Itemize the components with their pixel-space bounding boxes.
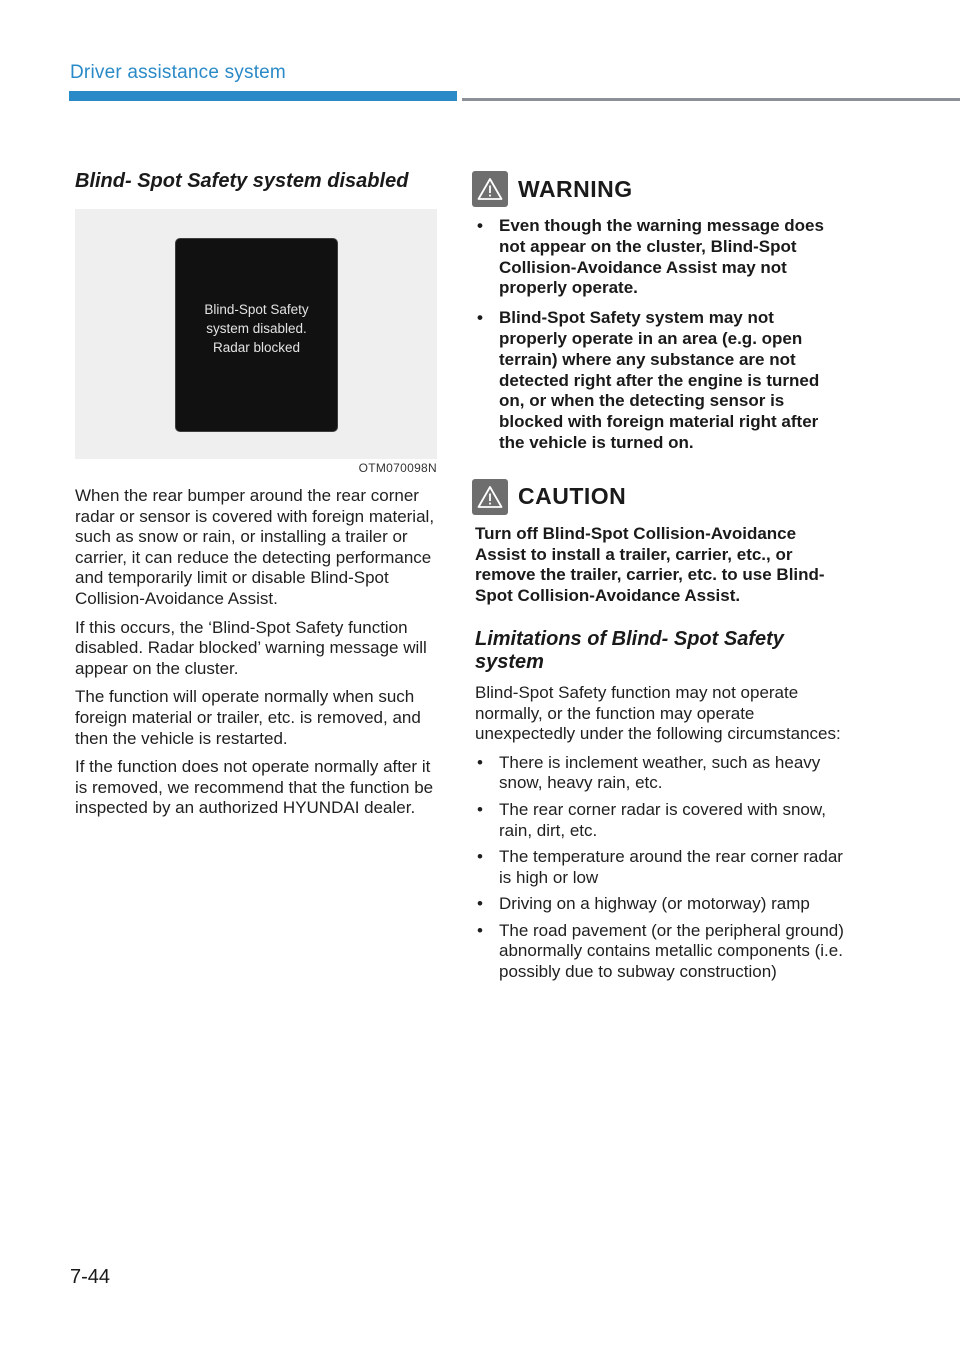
- paragraph: If this occurs, the ‘Blind-Spot Safety function disabled. Radar blocked’ warning message will appear on the cluster.: [75, 617, 427, 678]
- cluster-display: [175, 238, 338, 432]
- list-item: • The rear corner radar is covered with snow, rain, dirt, etc.: [475, 800, 845, 841]
- figure-code: OTM070098N: [358, 461, 437, 475]
- left-column: [75, 170, 437, 827]
- paragraph: The function will operate normally when such foreign material or trailer, etc. is removed, and then the vehicle is restarted.: [75, 687, 421, 748]
- page-number: 7-44: [70, 1266, 111, 1288]
- caution-text: Turn off Blind-Spot Collision-Avoidance Assist to install a trailer, carrier, etc., or remove the trailer, carrier, etc. to use Blind-Spot Collision-Avoidance Assist.: [475, 523, 825, 606]
- warning-triangle-icon: [472, 479, 508, 515]
- paragraph: If the function does not operate normally after it is removed, we recommend that the function be inspected by an authorized HYUNDAI dealer.: [75, 757, 434, 818]
- header-rule: [462, 98, 960, 101]
- right-column: [475, 170, 845, 989]
- warning-header: [475, 170, 845, 208]
- limitations-intro: Blind-Spot Safety function may not operate normally, or the function may operate unexpectedly under the following circumstances:: [475, 682, 841, 744]
- list-item: • The temperature around the rear corner radar is high or low: [475, 847, 845, 888]
- limitations-heading: Limitations of Blind- Spot Safety system: [475, 627, 784, 673]
- warning-block: [475, 170, 845, 454]
- warning-triangle-icon: [472, 171, 508, 207]
- list-item: • There is inclement weather, such as heavy snow, heavy rain, etc.: [475, 753, 845, 794]
- cluster-message: Blind-Spot Safety system disabled. Radar blocked: [204, 301, 309, 355]
- header-accent-bar: [69, 91, 457, 101]
- warning-list: [475, 216, 845, 454]
- list-item: • The road pavement (or the peripheral ground) abnormally contains metallic components (i.e. possibly due to subway construction): [475, 921, 845, 983]
- limitations-list: [475, 753, 845, 983]
- section-heading: Blind- Spot Safety system disabled: [75, 170, 409, 192]
- caution-block: [475, 478, 845, 607]
- cluster-figure: [75, 209, 437, 459]
- caution-header: [475, 478, 845, 516]
- paragraph: When the rear bumper around the rear corner radar or sensor is covered with foreign material, such as snow or rain, or installing a trailer or carrier, it can reduce the detecting performance and temporarily limit or disable Blind-Spot Collision-Avoidance Assist.: [75, 486, 435, 608]
- warning-label: WARNING: [518, 175, 633, 202]
- caution-label: CAUTION: [518, 483, 627, 510]
- list-item: • Even though the warning message does not appear on the cluster, Blind-Spot Collision-Avoidance Assist may not properly operate.: [475, 216, 845, 299]
- list-item: • Blind-Spot Safety system may not properly operate in an area (e.g. open terrain) where any substance are not detected right after the engine is turned on, or when the detecting sensor is blocked with foreign material right after the vehicle is turned on.: [475, 308, 845, 454]
- section-title: Driver assistance system: [70, 62, 286, 83]
- list-item: • Driving on a highway (or motorway) ramp: [475, 894, 845, 915]
